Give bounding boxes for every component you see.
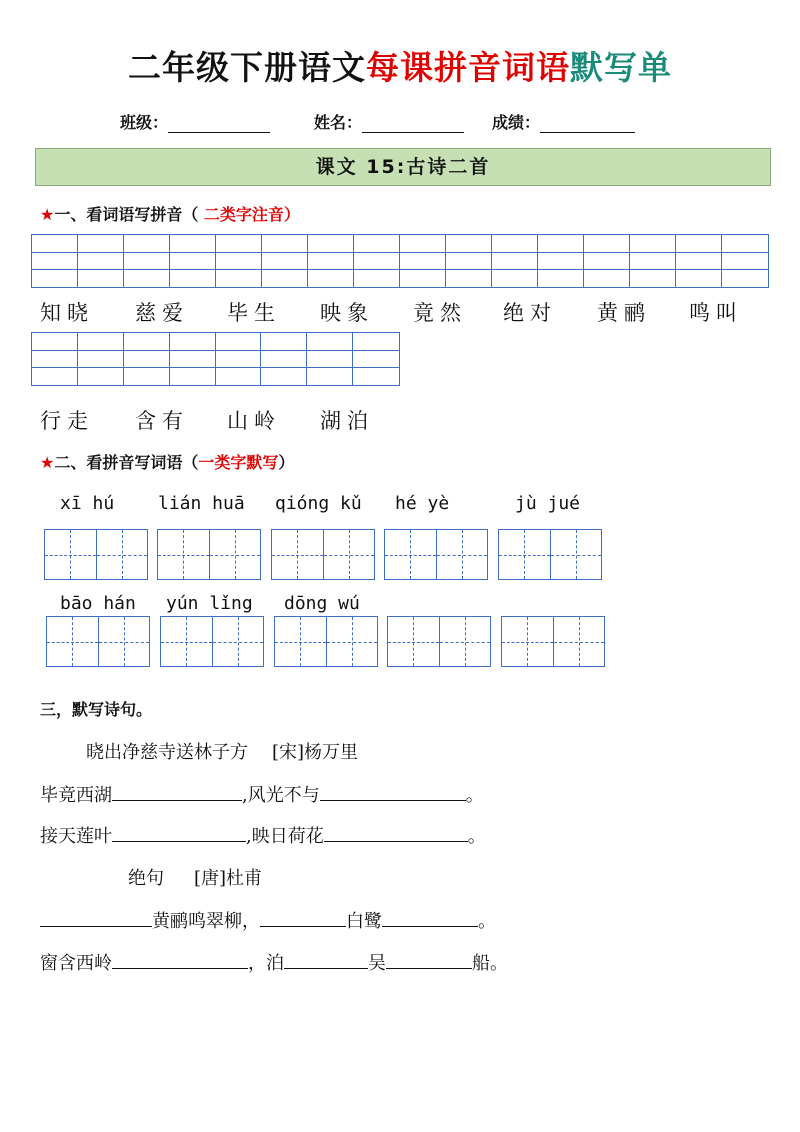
writing-box[interactable] [157, 529, 261, 580]
answer-blank[interactable] [112, 782, 242, 801]
class-blank[interactable] [168, 112, 270, 133]
word-item: 山岭 [227, 409, 281, 433]
word-row-1 [40, 297, 770, 327]
name-label: 姓名： [314, 113, 363, 132]
worksheet-title [0, 42, 800, 89]
pinyin-prompt: yún lǐng [166, 593, 253, 614]
answer-blank[interactable] [40, 908, 152, 927]
pinyin-grid-row2[interactable] [31, 332, 400, 386]
writing-box[interactable] [384, 529, 488, 580]
word-item: 毕生 [227, 301, 281, 325]
answer-blank[interactable] [382, 908, 478, 927]
word-item: 湖泊 [320, 409, 374, 433]
word-item: 慈爱 [135, 301, 189, 325]
word-row-2 [40, 405, 440, 435]
pinyin-prompt: xī hú [60, 493, 115, 514]
writing-box[interactable] [387, 616, 491, 667]
pinyin-prompt: hé yè [395, 493, 450, 514]
poem1-title-line [86, 738, 358, 764]
star-icon: ★ [40, 453, 55, 472]
word-item: 鸣叫 [689, 301, 743, 325]
word-item: 知晓 [40, 301, 94, 325]
writing-box[interactable] [501, 616, 605, 667]
class-label: 班级： [120, 113, 169, 132]
section1-note: 二类字注音 [198, 205, 284, 224]
writing-box[interactable] [498, 529, 602, 580]
pinyin-prompt: bāo hán [60, 593, 136, 614]
poem1-title: 晓出净慈寺送林子方 [86, 742, 248, 763]
writing-box[interactable] [46, 616, 150, 667]
writing-box[interactable] [44, 529, 148, 580]
answer-blank[interactable] [324, 823, 468, 842]
pinyin-grid-row1[interactable] [31, 234, 769, 288]
answer-blank[interactable] [386, 950, 472, 969]
title-grade: 二年级下册语文 [128, 48, 366, 87]
writing-box[interactable] [274, 616, 378, 667]
name-blank[interactable] [362, 112, 464, 133]
word-item: 映象 [320, 301, 374, 325]
name-field [314, 110, 464, 133]
word-item: 含有 [135, 409, 189, 433]
poem1-line1: 毕竟西湖 ,风光不与 。 [40, 781, 484, 807]
poem2-line2: 窗含西岭 ，泊 吴 船。 [40, 949, 508, 975]
section1-heading: ★一、看词语写拼音（ 二类字注音） [40, 205, 300, 224]
poem1-line2: 接天莲叶 ,映日荷花 。 [40, 822, 486, 848]
lesson-banner: 课文 15:古诗二首 [35, 148, 771, 186]
poem1-author: [宋]杨万里 [272, 742, 359, 763]
answer-blank[interactable] [112, 950, 248, 969]
poem2-title-line [128, 864, 262, 890]
section2-heading: ★二、看拼音写词语（一类字默写） [40, 453, 295, 472]
answer-blank[interactable] [112, 823, 246, 842]
poem2-title: 绝句 [128, 868, 164, 889]
writing-box[interactable] [271, 529, 375, 580]
word-item: 竟然 [413, 301, 467, 325]
section2-note: 一类字默写 [198, 453, 279, 472]
title-topic: 每课拼音词语 [366, 48, 570, 87]
answer-blank[interactable] [260, 908, 346, 927]
word-item: 黄鹂 [597, 301, 651, 325]
title-type: 默写单 [570, 48, 672, 87]
pinyin-prompt: lián huā [158, 493, 245, 514]
answer-blank[interactable] [320, 782, 466, 801]
word-item: 行走 [40, 409, 94, 433]
class-field [120, 110, 270, 133]
answer-blank[interactable] [284, 950, 368, 969]
pinyin-prompt: dōng wú [284, 593, 360, 614]
writing-box[interactable] [160, 616, 264, 667]
score-blank[interactable] [540, 112, 635, 133]
score-field [492, 110, 635, 133]
poem2-author: [唐]杜甫 [194, 868, 263, 889]
word-item: 绝对 [503, 301, 557, 325]
section3-heading: 三，默写诗句。 [40, 700, 153, 719]
score-label: 成绩： [492, 113, 541, 132]
pinyin-prompt: jù jué [515, 493, 581, 514]
pinyin-prompt: qióng kǔ [275, 493, 362, 514]
poem2-line1: 黄鹂鸣翠柳， 白鹭 。 [40, 907, 496, 933]
star-icon: ★ [40, 205, 55, 224]
